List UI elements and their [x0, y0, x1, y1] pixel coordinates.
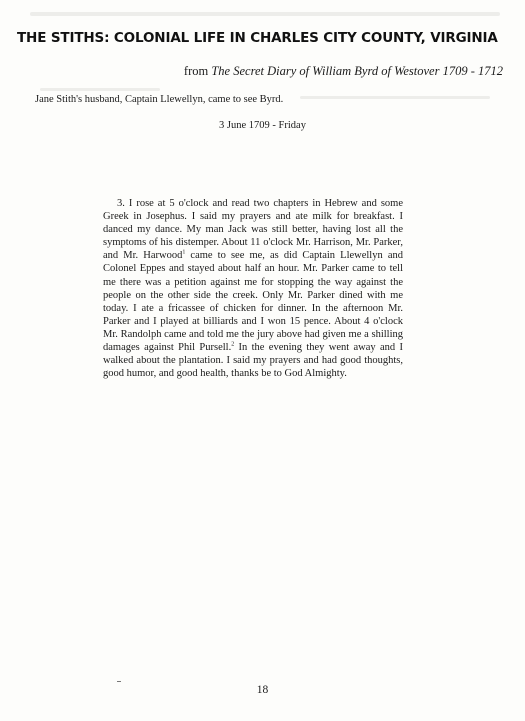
page-title: THE STITHS: COLONIAL LIFE IN CHARLES CITY COUNTY, VIRGINIA	[17, 30, 498, 46]
entry-text-part: came to see me, as did Captain Llewellyn and Colonel Eppes and stayed about half an hour. Mr. Parker came to tell me there was a petition against me for stopping the way against the people on the other side the creek. Only Mr. Parker dined with me today. I ate a fricassee of chicken for dinner. In the afternoon Mr. Parker and I played at billiards and I won 15 pence. About 4 o'clock Mr. Randolph came and told me the jury above had given me a shilling damages against Phil Pursell.	[103, 250, 403, 354]
source-work-title: The Secret Diary of William Byrd of Westover 1709 - 1712	[211, 64, 503, 78]
source-citation	[184, 64, 503, 79]
entry-text-part: In the evening they went away and I walked about the plantation. I said my prayers and had good thoughts, good humor, and good health, thanks be to God Almighty.	[103, 342, 403, 380]
diary-entry	[103, 197, 403, 380]
bleed-through-mark	[40, 88, 160, 91]
print-speck	[117, 681, 121, 682]
bleed-through-mark	[30, 12, 500, 16]
entry-paragraph	[103, 197, 403, 380]
bleed-through-mark	[300, 96, 490, 99]
source-prefix: from	[183, 64, 212, 78]
entry-date: 3 June 1709 - Friday	[219, 120, 306, 131]
page-number: 18	[256, 684, 269, 696]
footnote-marker: 2	[231, 341, 235, 348]
footnote-marker: 1	[182, 249, 186, 256]
entry-text-part: 3. I rose at 5 o'clock and read two chapters in Hebrew and some Greek in Josephus. I said my prayers and ate milk for breakfast. I danced my dance. My man Jack was still better, having lost all the symptoms of his distemper. About 11 o'clock Mr. Harrison, Mr. Parker, and Mr. Harwood	[103, 198, 403, 262]
intro-note: Jane Stith's husband, Captain Llewellyn, came to see Byrd.	[35, 94, 284, 105]
